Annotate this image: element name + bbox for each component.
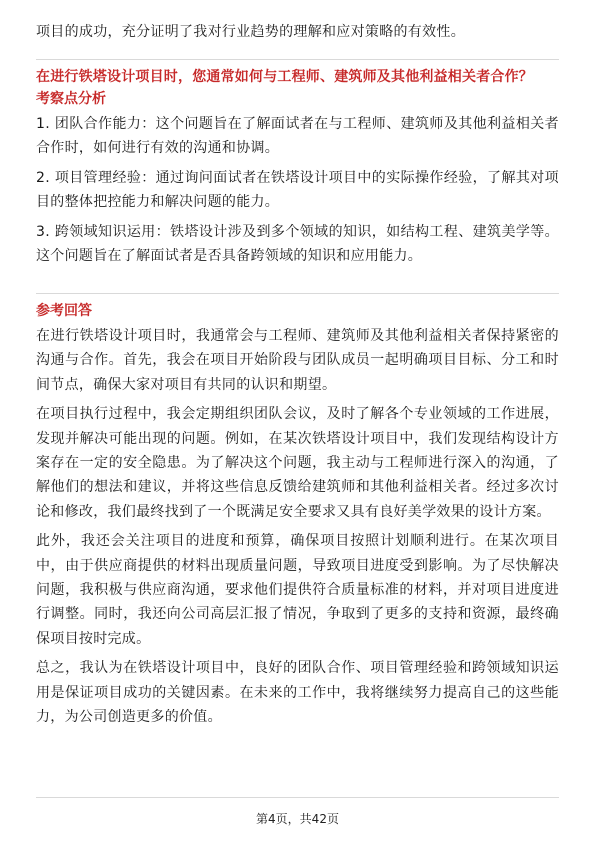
intro-section xyxy=(36,20,559,49)
answer-paragraph: 在项目执行过程中，我会定期组织团队会议，及时了解各个专业领域的工作进展，发现并解决可能出现的问题。例如，在某次铁塔设计项目中，我们发现结构设计方案存在一定的安全隐患。为了解决这个问题，我主动与工程师进行深入的沟通，了解他们的想法和建议，并将这些信息反馈给建筑师和其他利益相关者。经过多次讨论和修改，我们最终找到了一个既满足安全要求又具有良好美学效果的设计方案。 xyxy=(36,406,559,520)
divider-top xyxy=(36,59,559,60)
question-title: 在进行铁塔设计项目时，您通常如何与工程师、建筑师及其他利益相关者合作？ xyxy=(36,69,533,85)
divider-bottom xyxy=(36,797,559,798)
question-section xyxy=(36,66,559,273)
answer-paragraph: 在进行铁塔设计项目时，我通常会与工程师、建筑师及其他利益相关者保持紧密的沟通与合作。首先，我会在项目开始阶段与团队成员一起明确项目目标、分工和时间节点，确保大家对项目有共同的认识和期望。 xyxy=(36,328,559,393)
answer-paragraph: 总之，我认为在铁塔设计项目中，良好的团队合作、项目管理经验和跨领域知识运用是保证项目成功的关键因素。在未来的工作中，我将继续努力提高自己的这些能力，为公司创造更多的价值。 xyxy=(36,660,559,726)
analysis-point: 1. 团队合作能力：这个问题旨在了解面试者在与工程师、建筑师及其他利益相关者合作时，如何进行有效的沟通和协调。 xyxy=(36,116,559,157)
analysis-point: 3. 跨领域知识运用：铁塔设计涉及到多个领域的知识，如结构工程、建筑美学等。这个问题旨在了解面试者是否具备跨领域的知识和应用能力。 xyxy=(36,223,559,265)
intro-paragraph: 项目的成功，充分证明了我对行业趋势的理解和应对策略的有效性。 xyxy=(36,24,465,40)
divider-mid xyxy=(36,293,559,294)
answer-paragraph: 此外，我还会关注项目的进度和预算，确保项目按照计划顺利进行。在某次项目中，由于供应商提供的材料出现质量问题，导致项目进度受到影响。为了尽快解决问题，我积极与供应商沟通，要求他们提供符合质量标准的材料，并对项目进度进行调整。同时，我还向公司高层汇报了情况，争取到了更多的支持和资源，最终确保项目按时完成。 xyxy=(36,533,559,647)
answer-section xyxy=(36,300,559,735)
analysis-heading: 考察点分析 xyxy=(36,91,106,107)
answer-heading: 参考回答 xyxy=(36,303,92,319)
page-number: 第4页，共42页 xyxy=(256,812,339,826)
analysis-point: 2. 项目管理经验：通过询问面试者在铁塔设计项目中的实际操作经验，了解其对项目的整体把控能力和解决问题的能力。 xyxy=(36,169,559,211)
